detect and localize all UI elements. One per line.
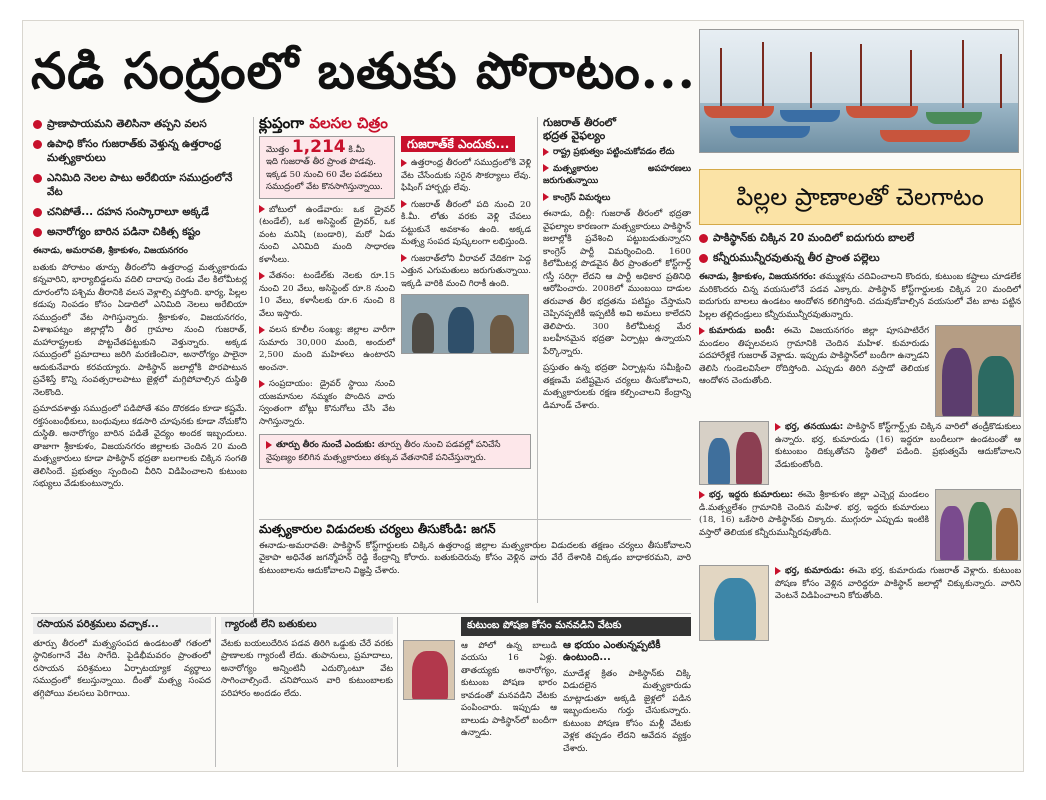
list-item: ఎనిమిది నెలల పాటు అరేబియా సముద్రంలోనే వేట — [33, 171, 247, 199]
article-body: ఈనాడు, శ్రీకాకుళం, విజయనగరం: తమ్ముళ్లను చదివించాలని కొందరు, కుటుంబ కష్టాలు చూడలేక మరికొందరు చిన్న వయసులోనే పడవ ఎక్కారు. పాకిస్థాన్ కోస్ట్‌గార్డులకు చిక్కిన 20 మందిలో ఐదుగురు బాలలు ఉండటం ఆందోళన కలిగిస్తోంది. చదువుకోవాల్సిన వయసులో వేట బాట పట్టిన పిల్లల తల్లిదండ్రులు కన్నీరుమున్నీరవుతున్నారు. — [699, 272, 1021, 320]
dateline: ఈనాడు, అమరావతి, శ్రీకాకుళం, విజయనగరం — [33, 246, 188, 256]
section-divider — [259, 519, 691, 520]
triangle-bullet-icon — [699, 327, 705, 335]
stats-total-value: 1,214 — [291, 136, 346, 157]
triangle-bullet-icon — [259, 380, 265, 388]
list-item: కన్నీరుమున్నీరవుతున్న తీర ప్రాంత పల్లెలు — [699, 251, 1021, 265]
triangle-bullet-icon — [543, 193, 549, 201]
family-photo — [699, 421, 769, 485]
jagan-title: మత్స్యకారుల విడుదలకు చర్యలు తీసుకోండి: జగన్ — [259, 523, 496, 536]
list-item: ప్రాణాపాయమని తెలిసినా తప్పని వలస — [33, 117, 247, 131]
boy-photo — [403, 640, 455, 700]
triangle-bullet-icon — [266, 441, 272, 449]
bullet-icon — [699, 234, 708, 243]
stats-total-box: మొత్తం 1,214 కి.మీ ఇది గుజరాత్ తీర ప్రాంత పొడవు. ఇక్కడ 50 నుంచి 60 వేల పడవలు సముద్రంలో వేట కొనసాగిస్తున్నాయి. — [259, 136, 395, 199]
triangle-bullet-icon — [775, 567, 781, 575]
fishermen-photo — [401, 294, 529, 354]
bottom-story-2: గ్యారంటీ లేని బతుకులు వేటకు బయలుదేరిన పడవ తిరిగి ఒడ్డుకు చేరే వరకు ప్రాణాలకు గ్యారంటీ లేదు. తుపానులు, ప్రమాదాలు, అనారోగ్యం అన్నింటినీ ఎదుర్కొంటూ వేట సాగించాల్సిందే. చనిపోయిన వారి కుటుంబాలకు పరిహారం అందడం లేదు. — [221, 619, 393, 699]
bullet-icon — [699, 254, 708, 263]
list-item: గుజరాత్‌లోని వీరావల్ వేదికగా పెద్ద ఎత్తున ఎగుమతులు జరుగుతున్నాయి. ఇక్కడి వారికి మంచి గిరాకీ ఉంది. — [401, 253, 531, 289]
woman-holding-photo — [699, 565, 769, 641]
article-body: ఈనాడు, దిల్లీ: గుజరాత్ తీరంలో భద్రతా వైఫల్యాల కారణంగా మత్స్యకారులు పాకిస్థాన్ జలాల్లోకి ప్రవేశించి పట్టుబడుతున్నారని కాంగ్రెస్ పార్టీ విమర్శించింది. 1600 కిలోమీటర్ల పొడవైన తీర ప్రాంతంలో కోస్ట్‌గార్డ్ గస్తీ సరిగ్గా లేదని ఆ పార్టీ అధికార ప్రతినిధి ఆరోపించారు. 2008లో ముంబయి దాడుల తరువాత తీర భద్రతను పటిష్టం చేస్తామని చెప్పినప్పటికీ ఇప్పటికీ అవి అమలు కాలేదని తెలిపారు. 300 కిలోమీటర్ల మేర బలహీనమైన భద్రతా ఏర్పాట్లు ఉన్నాయని పేర్కొన్నారు. — [543, 209, 691, 357]
triangle-bullet-icon — [259, 205, 265, 213]
case-item: భర్త, తనయుడు: పాకిస్థాన్ కోస్ట్‌గార్డ్స్‌కు చిక్కిన వారిలో తండ్రీకొడుకులు ఉన్నారు. భర్త, కుమారుడు (16) ఇద్దరూ బందీలుగా ఉండటంతో ఆ కుటుంబం దిక్కుతోచని స్థితిలో పడింది. ప్రభుత్వమే ఆదుకోవాలని వేడుకుంటోంది. — [775, 422, 1021, 470]
bullet-icon — [33, 228, 42, 237]
case-item: భర్త, ఇద్దరు కుమారులు: ఈమె శ్రీకాకుళం జిల్లా ఎచ్చెర్ల మండలం డి.మత్స్యలేశం గ్రామానికి చెందిన మహిళ. భర్త, ఇద్దరు కుమారులు (18, 16) ఒకేసారి పాకిస్థాన్‌కు చిక్కారు. ముగ్గురూ ఎప్పుడు ఇంటికి వస్తారో తెలియక కన్నీరుమున్నీరవుతోంది. — [699, 490, 929, 538]
women-group-photo — [935, 489, 1021, 561]
stats-title: క్లుప్తంగా వలసల చిత్రం — [259, 117, 388, 132]
list-item: వలస కూలీల సంఖ్య: జిల్లాల వారీగా సుమారు 30,000 మంది, అందులో 2,500 మంది మహిళలు ఉంటారని అంచనా. — [259, 325, 395, 373]
article-body: ఈనాడు-అమరావతి: పాకిస్థాన్ కోస్ట్‌గార్డులకు చిక్కిన ఉత్తరాంధ్ర జిల్లాల మత్స్యకారుల విడుదలకు తక్షణం చర్యలు తీసుకోవాలని వైకాపా అధినేత జగన్మోహన్ రెడ్డి కేంద్రాన్ని కోరారు. బతుకుదెరువు కోసం వెళ్లిన వారు వేరే దేశానికి చిక్కడం బాధాకరమని, వారి కుటుంబాలను ఆదుకోవాలని విజ్ఞప్తి చేశారు. — [259, 540, 691, 576]
children-banner: పిల్లల ప్రాణాలతో చెలగాటం — [699, 169, 1021, 225]
triangle-bullet-icon — [543, 164, 549, 172]
list-item: చనిపోతే... దహన సంస్కారాలూ అక్కడే — [33, 205, 247, 219]
triangle-bullet-icon — [775, 423, 781, 431]
list-item: ఉత్తరాంధ్ర తీరంలో సముద్రంలోకి వెళ్లి వేట చేసేందుకు సరైన సౌకర్యాలు లేవు. ఫిషింగ్ హార్బర్లు లేవు. — [401, 158, 531, 193]
list-item: పాకిస్థాన్‌కు చిక్కిన 20 మందిలో ఐదుగురు బాలలే — [699, 231, 1021, 245]
jagan-section — [259, 523, 691, 613]
triangle-bullet-icon — [699, 491, 705, 499]
list-item: మత్స్యకారుల అపహరణలు జరుగుతున్నాయి — [543, 163, 691, 186]
list-item: ఉపాధి కోసం గుజరాత్‌కు వెళ్తున్న ఉత్తరాంధ్ర మత్స్యకారులు — [33, 137, 247, 165]
list-item: సంప్రదాయం: డ్రైవర్ స్థాయి నుంచి యజమానుల నమ్మకం పొందిన వారు స్వంతంగా బోట్లు కొనుగోలు చేసి వేట సాగిస్తున్నారు. — [259, 379, 395, 427]
list-item: అనారోగ్యం బారిన పడినా చికిత్స కష్టం — [33, 225, 247, 239]
article-body: బతుకు పోరాటం తూర్పు తీరంలోని ఉత్తరాంధ్ర మత్స్యకారుడు కన్నవారిని, భార్యాబిడ్డలను వదిలి దాదాపు రెండు వేల కిలోమీటర్ల దూరంలోని పశ్చిమ తీరానికి వలస వెళ్లాల్సి వస్తోంది. భార్య, పిల్లల కడుపు నింపడం కోసం ఏడాదిలో ఎనిమిది నెలలు అరేబియా సముద్రంలో వేట సాగిస్తున్నారు. శ్రీకాకుళం, విజయనగరం, విశాఖపట్నం జిల్లాల్లోని తీర గ్రామాల నుంచి గుజరాత్, మహారాష్ట్రలకు పొట్టచేతపట్టుకుని వెళ్తున్నారు. అక్కడ సముద్రంలో ప్రమాదాలు జరిగి మరణించినా, అనారోగ్యం పాలైనా ఆదుకునేవారు కరవయ్యారు. పాకిస్థాన్ జలాల్లోకి పొరపాటున ప్రవేశిస్తే కొన్ని సంవత్సరాలపాటు జైళ్లలో మగ్గిపోవాల్సిన దుస్థితి నెలకొంది. — [33, 262, 247, 398]
section-divider — [31, 613, 691, 614]
case-item: భర్త, కుమారుడు: ఈమె భర్త, కుమారుడు గుజరాత్ వెళ్లారు. కుటుంబ పోషణ కోసం వెళ్లిన వారిద్దరూ పాకిస్థాన్ జలాల్లో చిక్కుకున్నారు. వారిని వెంటనే విడిపించాలని కోరుతోంది. — [775, 566, 1021, 601]
mother-crying-photo — [935, 325, 1021, 417]
list-item: బోటులో ఉండేవారు: ఒక డ్రైవర్ (టండేల్), ఒక అసిస్టెంట్ డ్రైవర్, ఒక వంట మనిషి (బండారి), మరో ఏడు నుంచి ఎనిమిది మంది సాధారణ కళాసీలు. — [259, 204, 395, 265]
security-section: గుజరాత్ తీరంలో భద్రత వైఫల్యం రాష్ట్ర ప్రభుత్వం పట్టించుకోవడం లేదు మత్స్యకారుల అపహరణలు జరుగుతున్నాయి కాంగ్రెస్ విమర్శలు ఈనాడు, దిల్లీ: గుజరాత్ తీరంలో భద్రతా వైఫల్యాల కారణంగా మత్స్యకారులు పాకిస్థాన్ జలాల్లోకి ప్రవేశించి పట్టుబడుతున్నారని కాంగ్రెస్ పార్టీ విమర్శించింది. 1600 కిలోమీటర్ల పొడవైన తీర ప్రాంతంలో కోస్ట్‌గార్డ్ గస్తీ సరిగ్గా లేదని ఆ పార్టీ అధికార ప్రతినిధి ఆరోపించారు. 2008లో ముంబయి దాడుల తరువాత తీర భద్రతను పటిష్టం చేస్తామని చెప్పినప్పటికీ ఇప్పటికీ అవి అమలు కాలేదని తెలిపారు. 300 కిలోమీటర్ల మేర బలహీనమైన భద్రతా ఏర్పాట్లు ఉన్నాయని పేర్కొన్నారు. ప్రస్తుతం ఉన్న భద్రతా ఏర్పాట్లను సమీక్షించి తక్షణమే పటిష్టమైన చర్యలు తీసుకోవాలని, మత్స్యకారులకు రక్షణ కల్పించాలని కేంద్రాన్ని డిమాండ్ చేశారు. — [543, 117, 691, 411]
column-divider — [215, 617, 216, 767]
list-item: గుజరాత్ తీరంలో పది నుంచి 20 కి.మీ. లోతు వరకు వెళ్లి చేపలు పట్టుకునే అవకాశం ఉంది. అక్కడ మత్స్య సంపద పుష్కలంగా లభిస్తుంది. — [401, 199, 531, 247]
bullet-icon — [33, 120, 42, 129]
list-item: వేతనం: టండేల్‌కు నెలకు రూ.15 నుంచి 20 వేలు, అసిస్టెంట్ రూ.8 నుంచి 10 వేలు, కళాసీలకు రూ.6 నుంచి 8 వేలు ఇస్తారు. — [259, 271, 395, 319]
triangle-bullet-icon — [259, 272, 265, 280]
triangle-bullet-icon — [401, 159, 407, 167]
triangle-bullet-icon — [401, 254, 407, 262]
bullet-icon — [33, 140, 42, 149]
bullet-icon — [33, 174, 42, 183]
bottom-story-1: రసాయన పరిశ్రమలు వచ్చాక... తూర్పు తీరంలో మత్స్యసంపద ఉండటంతో గతంలో స్థానికంగానే వేట సాగేది. పైడిభీమవరం ప్రాంతంలో రసాయన పరిశ్రమలు ఏర్పాటయ్యాక వ్యర్థాలు సముద్రంలో కలుస్తున్నాయి. దీంతో మత్స్య సంపద తగ్గిపోయి వలసలు పెరిగాయి. — [33, 619, 211, 699]
why-gujarat-tag: గుజరాత్‌కే ఎందుకు... — [401, 136, 515, 153]
triangle-bullet-icon — [543, 148, 549, 156]
triangle-bullet-icon — [259, 326, 265, 334]
newspaper-page — [22, 20, 1024, 772]
list-item: రాష్ట్ర ప్రభుత్వం పట్టించుకోవడం లేదు — [543, 146, 691, 159]
bullet-icon — [33, 208, 42, 217]
why-east-coast-box: తూర్పు తీరం నుంచే ఎందుకు: తూర్పు తీరం నుంచి పడవల్లో పనిచేసే నైపుణ్యం కలిగిన మత్స్యకారులు తక్కువ వేతనానికే పనిచేస్తున్నారు. — [259, 434, 531, 469]
right-column — [699, 231, 1021, 731]
fishing-boats-photo — [699, 29, 1019, 153]
article-body: ప్రస్తుతం ఉన్న భద్రతా ఏర్పాట్లను సమీక్షించి తక్షణమే పటిష్టమైన చర్యలు తీసుకోవాలని, మత్స్యకారులకు రక్షణ కల్పించాలని కేంద్రాన్ని డిమాండ్ చేశారు. — [543, 363, 691, 411]
article-body: ప్రమాదవశాత్తు సముద్రంలో పడిపోతే శవం దొరకడం కూడా కష్టమే. రక్తసంబంధీకులు, బంధువులు కడసారి చూపునకు కూడా నోచుకోని దుస్థితి. అనారోగ్యం బారిన పడితే వైద్యం అందక ఇబ్బందులు. తాజాగా శ్రీకాకుళం, విజయనగరం జిల్లాలకు చెందిన 20 మంది మత్స్యకారులు కూడా పాకిస్థాన్ భద్రతా బలగాలకు చిక్కిన సంగతి తెలిసిందే. ప్రభుత్వం స్పందించి వీరిని విడిపించాలని కుటుంబ సభ్యులు వేడుకుంటున్నారు. — [33, 404, 247, 489]
case-item: కుమారుడు బందీ: ఈమె విజయనగరం జిల్లా పూసపాటిరేగ మండలం తిప్పలవలస గ్రామానికి చెందిన మహిళ. కుమారుడు పదహారేళ్లకే గుజరాత్ వెళ్లాడు. ఇప్పుడు పాకిస్థాన్‌లో బందీగా ఉన్నాడని తెలిసి గుండెలవిసేలా రోదిస్తోంది. ఎప్పుడు తిరిగి వస్తాడో తెలియక ఆందోళన చెందుతోంది. — [699, 326, 930, 386]
column-divider — [397, 617, 398, 767]
triangle-bullet-icon — [401, 200, 407, 208]
page-headline: నడి సంద్రంలో బతుకు పోరాటం... — [31, 41, 696, 100]
bottom-story-3: కుటుంబ పోషణ కోసం మనవడిని వేటకు ఆ పోలో ఉన్న బాలుడి వయసు 16 ఏళ్లు. తాతయ్యకు అనారోగ్యం, కుటుంబ పోషణ భారం కావడంతో మనవడిని వేటకు పంపించారు. ఇప్పుడు ఆ బాలుడు పాకిస్థాన్‌లో బందీగా ఉన్నాడు. ఆ భయం ఎంతున్నప్పటికీ ఉంటుంది... మూడేళ్ల క్రితం పాకిస్థాన్‌కు చిక్కి విడుదలైన మత్స్యకారుడు మాట్లాడుతూ అక్కడి జైళ్లలో పడిన ఇబ్బందులను గుర్తు చేసుకున్నారు. కుటుంబ పోషణ కోసం మళ్లీ వేటకు వెళ్లక తప్పడం లేదని ఆవేదన వ్యక్తం చేశారు. — [403, 617, 691, 767]
column-divider — [253, 117, 254, 625]
list-item: కాంగ్రెస్ విమర్శలు — [543, 192, 691, 205]
